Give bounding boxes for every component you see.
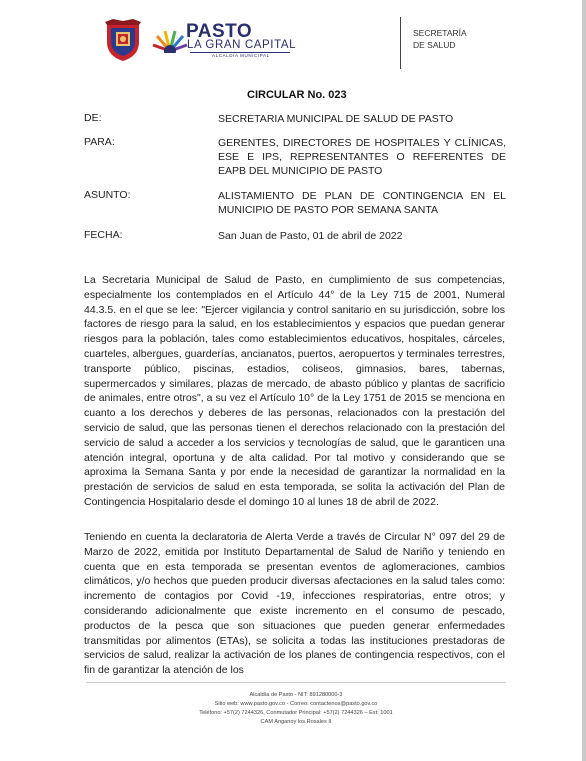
sun-logo-icon: [150, 17, 190, 53]
footer-rule: [86, 682, 506, 683]
brand-title: PASTO: [186, 21, 253, 42]
de-value: SECRETARIA MUNICIPAL DE SALUD DE PASTO: [218, 113, 454, 125]
asunto-label: ASUNTO:: [84, 189, 131, 201]
circular-title: CIRCULAR No. 023: [247, 89, 347, 101]
body-paragraph-1: La Secretaria Municipal de Salud de Pasto, en cumplimiento de sus competencias, especialmente los contemplados en el Artículo 44° de la Ley 715 de 2001, Numeral 44.3.5. en el que se lee: "Ejercer vigilancia y control sanitario en su jurisdicción, sobre los factores de riesgo para la salud, en los establecimientos y espacios que puedan generar riesgos para la población, tales como establecimientos educativos, hospitales, cárceles, cuarteles, albergues, guarderías, ancianatos, puertos, aeropuertos y terminales terrestres, transporte público, piscinas, estadios, coliseos, gimnasios, bares, tabernas, supermercados y similares, plazas de mercado, de abasto público y plantas de sacrificio de animales, entre otros", a su vez el Artículo 10° de la Ley 1751 de 2015 se menciona en cuanto a los derechos y deberes de las personas, relacionados con la prestación del servicio de salud, que las personas tienen el derechos relacionado con la prestación del servicio de salud a acceder a los servicios y tecnologías de salud, que le garanticen una atención integral, oportuna y de alta calidad. Por tal motivo y considerando que se aproxima la Semana Santa y por ende la necesidad de garantizar la normalidad en la prestación de servicios de salud en esta temporada, se solita la activación del Plan de Contingencia Hospitalario desde el domingo 10 al lunes 18 de abril de 2022.: [84, 274, 505, 508]
footer-line-1: Alcaldía de Pasto - NIT: 891280000-3: [249, 692, 343, 698]
brand-tagline: ALCALDÍA MUNICIPAL: [212, 53, 270, 58]
footer-line-4: CAM Anganoy los Rosales II: [260, 719, 332, 725]
page-edge: [582, 0, 586, 761]
fecha-label: FECHA:: [84, 229, 123, 241]
header-divider: [400, 17, 401, 69]
footer-line-3: Teléfono: +57(2) 7244326, Conmutador Principal: +57(2) 7244326 – Ext: 1001: [199, 710, 393, 716]
para-value: GERENTES, DIRECTORES DE HOSPITALES Y CLÍNICAS, ESE E IPS, REPRESENTANTES O REFERENTES DE EAPB DEL MUNICIPIO DE PASTO: [218, 137, 506, 177]
footer-line-2: Sitio web: www.pasto.gov.co - Correo: contactenos@pasto.gov.co: [214, 701, 378, 707]
department-line-1: SECRETARÍA: [413, 28, 467, 38]
body-paragraph-2: Teniendo en cuenta la declaratoria de Alerta Verde a través de Circular N° 097 del 29 de Marzo de 2022, emitida por Instituto Departamental de Salud de Nariño y teniendo en cuenta que en esta temporada se presentan eventos de aglomeraciones, cambios climáticos, y/o hechos que pueden producir diversas afectaciones en la salud tales como: incremento de contagios por Covid -19, infecciones respiratorias, entre otros; y considerando adicionalmente que existe incremento en el consumo de pescado, productos de la pesca que son situaciones que pueden generar enfermedades transmitidas por alimentos (ETAs), se solicita a todas las instituciones prestadoras de servicios de salud, realizar la activación de los planes de contingencia respectivos, con el fin de garantizar la atención de los: [84, 531, 505, 677]
para-label: PARA:: [84, 136, 115, 148]
coat-of-arms-icon: [103, 18, 143, 62]
fecha-value: San Juan de Pasto, 01 de abril de 2022: [218, 230, 403, 242]
department-name: [413, 27, 493, 51]
asunto-value: ALISTAMIENTO DE PLAN DE CONTINGENCIA EN EL MUNICIPIO DE PASTO POR SEMANA SANTA: [218, 190, 506, 216]
department-line-2: DE SALUD: [413, 40, 456, 50]
brand-subtitle: LA GRAN CAPITAL: [187, 39, 297, 51]
de-label: DE:: [84, 112, 102, 124]
